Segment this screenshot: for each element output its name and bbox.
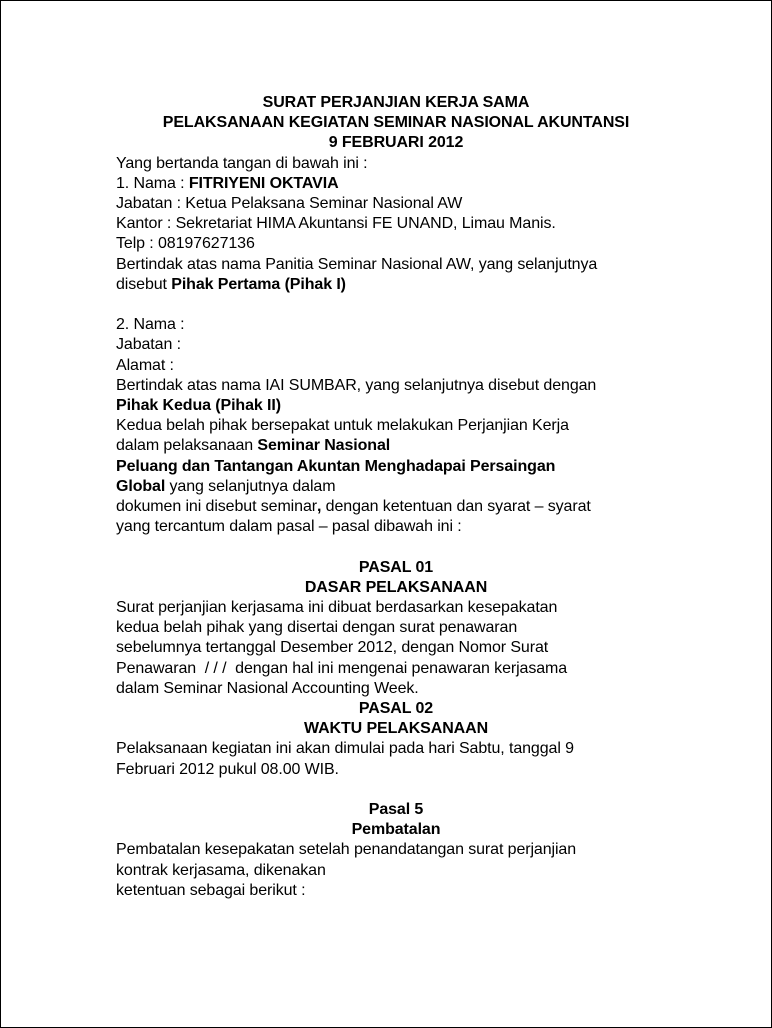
agreement-line-6: yang tercantum dalam pasal – pasal dibawah ini : — [116, 518, 462, 536]
agreement-line-4-suffix: yang selanjutnya dalam — [165, 477, 336, 495]
party2-name: 2. Nama : — [116, 316, 185, 334]
pasal1-title: DASAR PELAKSANAAN — [304, 578, 488, 596]
party2-jabatan: Jabatan : — [116, 336, 181, 354]
party1-name-value: FITRIYENI OKTAVIA — [188, 174, 339, 192]
party1-name-label: 1. Nama : — [116, 174, 189, 192]
seminar-name-part-2: Peluang dan Tantangan Akuntan Menghadapai Persaingan — [116, 457, 556, 475]
pasal2-line: Februari 2012 pukul 08.00 WIB. — [116, 760, 339, 778]
intro-text: Yang bertanda tangan di bawah ini : — [116, 154, 368, 172]
party1-name — [116, 174, 676, 194]
agreement-line-5-suffix: dengan ketentuan dan syarat – syarat — [321, 498, 591, 516]
pasal1-line: Surat perjanjian kerjasama ini dibuat berdasarkan kesepakatan — [116, 599, 558, 617]
pasal1-line: sebelumnya tertanggal Desember 2012, dengan Nomor Surat — [116, 639, 549, 657]
agreement-line-1: Kedua belah pihak bersepakat untuk melakukan Perjanjian Kerja — [116, 417, 569, 435]
agreement-line-4 — [116, 477, 676, 497]
party2-alamat: Alamat : — [116, 356, 174, 374]
party1-acting-line-1: Bertindak atas nama Panitia Seminar Nasional AW, yang selanjutnya — [116, 255, 598, 273]
document-body — [116, 93, 676, 901]
pasal1-line: dalam Seminar Nasional Accounting Week. — [116, 679, 419, 697]
party1-telp: Telp : 08197627136 — [116, 235, 255, 253]
doc-title-line-2: PELAKSANAAN KEGIATAN SEMINAR NASIONAL AKUNTANSI — [162, 114, 630, 132]
pasal1-line: kedua belah pihak yang disertai dengan surat penawaran — [116, 619, 518, 637]
doc-title-line-1: SURAT PERJANJIAN KERJA SAMA — [262, 94, 530, 111]
pasal5-line: Pembatalan kesepakatan setelah penandatangan surat perjanjian — [116, 841, 577, 859]
agreement-line-5-prefix: dokumen ini disebut seminar — [116, 498, 317, 516]
pasal2-title: WAKTU PELAKSANAAN — [303, 720, 489, 738]
pasal5-title: Pembatalan — [351, 821, 441, 839]
spacer — [116, 295, 676, 315]
pasal5-line: kontrak kerjasama, dikenakan — [116, 861, 326, 879]
seminar-name-part-3: Global — [116, 477, 166, 495]
spacer — [116, 537, 676, 557]
party1-jabatan: Jabatan : Ketua Pelaksana Seminar Nasional AW — [116, 195, 463, 213]
party2-designation: Pihak Kedua (Pihak II) — [116, 397, 281, 415]
party1-acting-prefix: disebut — [116, 275, 172, 293]
agreement-line-2 — [116, 436, 676, 456]
agreement-line-2-prefix: dalam pelaksanaan — [116, 437, 258, 455]
agreement-line-5-comma: , — [316, 498, 322, 516]
pasal2-number: PASAL 02 — [358, 700, 434, 718]
pasal1-line: Penawaran / / / dengan hal ini mengenai penawaran kerjasama — [116, 659, 568, 677]
agreement-line-5 — [116, 497, 676, 517]
pasal2-line: Pelaksanaan kegiatan ini akan dimulai pada hari Sabtu, tanggal 9 — [116, 740, 574, 758]
doc-title-date: 9 FEBRUARI 2012 — [328, 134, 464, 152]
party2-acting-line-1: Bertindak atas nama IAI SUMBAR, yang selanjutnya disebut dengan — [116, 376, 597, 394]
pasal1-number: PASAL 01 — [358, 558, 434, 576]
seminar-name-part-1: Seminar Nasional — [257, 437, 391, 455]
party1-designation: Pihak Pertama (Pihak I) — [171, 275, 346, 293]
pasal5-number: Pasal 5 — [368, 801, 424, 819]
spacer — [116, 780, 676, 800]
pasal5-line: ketentuan sebagai berikut : — [116, 881, 306, 899]
party1-kantor: Kantor : Sekretariat HIMA Akuntansi FE UNAND, Limau Manis. — [116, 215, 556, 233]
party1-acting-line-2 — [116, 275, 676, 295]
